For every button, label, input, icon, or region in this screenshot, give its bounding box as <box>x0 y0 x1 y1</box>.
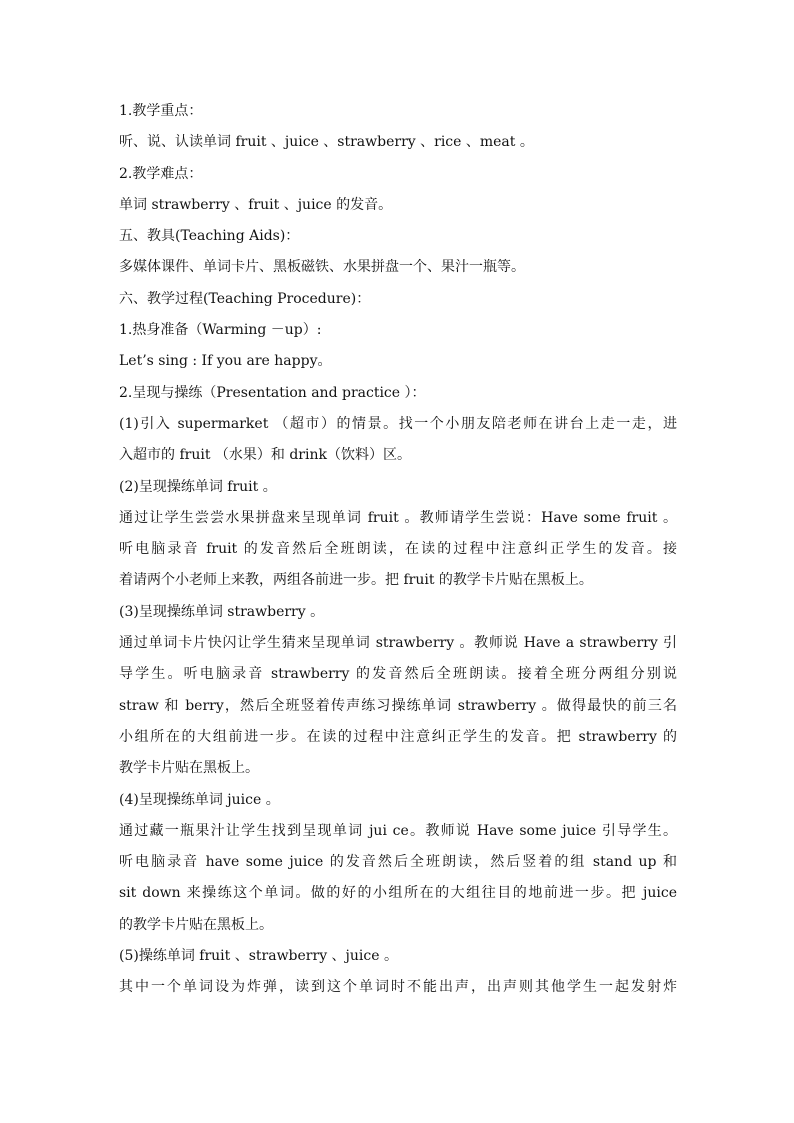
text-line: (5)操练单词 fruit 、strawberry 、juice 。 <box>119 948 398 965</box>
text-line: sit down 来操练这个单词。做的好的小组所在的大组往目的地前进一步。把 juice <box>119 885 677 902</box>
document-page <box>119 96 677 1004</box>
text-line: 听电脑录音 fruit 的发音然后全班朗读，在读的过程中注意纠正学生的发音。接 <box>119 541 677 558</box>
text-line: 通过藏一瓶果汁让学生找到呈现单词 jui ce。教师说 Have some juice 引导学生。 <box>119 822 677 839</box>
text-line: 多媒体课件、单词卡片、黑板磁铁、水果拼盘一个、果汁一瓶等。 <box>119 259 525 276</box>
text-line: 导学生。听电脑录音 strawberry 的发音然后全班朗读。接着全班分两组分别说 <box>119 666 677 683</box>
text-line: 1.热身准备（Warming －up）: <box>119 322 322 339</box>
text-line: (4)呈现操练单词 juice 。 <box>119 791 280 808</box>
text-line: 听、说、认读单词 fruit 、juice 、strawberry 、rice 、meat 。 <box>119 134 534 151</box>
text-line: 小组所在的大组前进一步。在读的过程中注意纠正学生的发音。把 strawberry 的 <box>119 728 677 745</box>
text-line: 听电脑录音 have some juice 的发音然后全班朗读，然后竖着的组 stand up 和 <box>119 854 677 871</box>
text-line: 1.教学重点： <box>119 103 203 119</box>
text-line: 入超市的 fruit （水果）和 drink（饮料）区。 <box>119 447 411 464</box>
text-line: (1)引入 supermarket （超市）的情景。找一个小朋友陪老师在讲台上走一走，进 <box>119 415 677 432</box>
text-line: straw 和 berry，然后全班竖着传声练习操练单词 strawberry 。做得最快的前三名 <box>119 697 677 714</box>
text-line: (2)呈现操练单词 fruit 。 <box>119 478 277 495</box>
text-line: 单词 strawberry 、fruit 、juice 的发音。 <box>119 196 393 213</box>
text-line: 五、教具(Teaching Aids)： <box>119 228 300 245</box>
text-line: 的教学卡片贴在黑板上。 <box>119 916 273 933</box>
text-line: 着请两个小老师上来教，两组各前进一步。把 fruit 的教学卡片贴在黑板上。 <box>119 572 593 589</box>
text-line: (3)呈现操练单词 strawberry 。 <box>119 603 325 620</box>
text-line: 2.教学难点： <box>119 165 203 182</box>
text-line: Let’s sing : If you are happy。 <box>119 353 332 370</box>
text-line: 通过单词卡片快闪让学生猜来呈现单词 strawberry 。教师说 Have a strawberry 引 <box>119 635 677 652</box>
text-line: 六、教学过程(Teaching Procedure)： <box>119 290 371 307</box>
text-line: 通过让学生尝尝水果拼盘来呈现单词 fruit 。教师请学生尝说：Have some fruit 。 <box>119 509 677 526</box>
text-line: 其中一个单词设为炸弹，读到这个单词时不能出声，出声则其他学生一起发射炸 <box>119 979 677 996</box>
text-line: 2.呈现与操练（Presentation and practice ）： <box>119 384 426 401</box>
text-line: 教学卡片贴在黑板上。 <box>119 760 259 777</box>
